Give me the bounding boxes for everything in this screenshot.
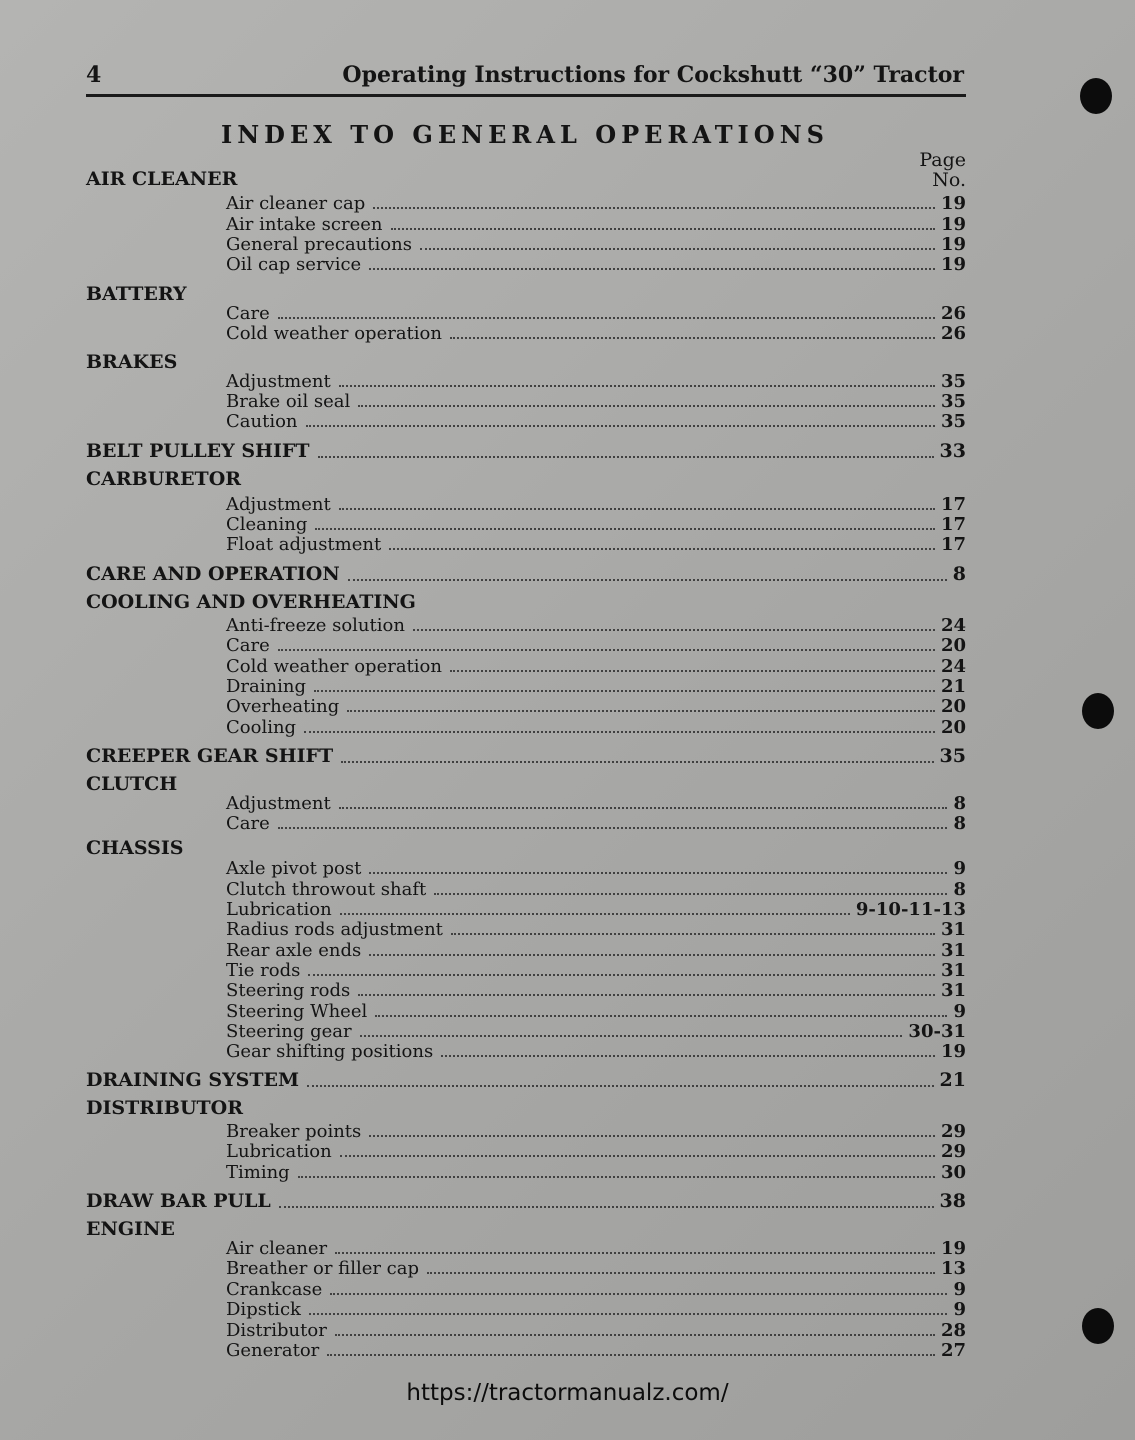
index-section-heading	[86, 1189, 966, 1213]
dot-leader	[304, 730, 935, 733]
entry-page-number: 19	[940, 254, 966, 275]
index-section-heading	[86, 439, 966, 463]
entry-page-number: 21	[940, 676, 966, 697]
index-entry	[226, 1320, 966, 1341]
entry-label: Anti-freeze solution	[226, 615, 405, 636]
entry-page-number: 26	[940, 303, 966, 324]
index-entry	[226, 303, 966, 324]
dot-leader	[420, 247, 935, 250]
entry-page-number: 17	[940, 514, 966, 535]
dot-leader	[278, 648, 935, 651]
entry-label: Gear shifting positions	[226, 1041, 434, 1062]
entry-page-number: 9	[953, 858, 966, 879]
entry-page-number: 24	[940, 656, 966, 677]
entry-label: Adjustment	[226, 494, 331, 515]
dot-leader	[375, 1014, 947, 1017]
index-entry	[226, 1162, 966, 1183]
entry-label: General precautions	[226, 234, 412, 255]
binder-hole	[1082, 1308, 1114, 1344]
entry-page-number: 8	[953, 813, 966, 834]
entry-page-number: 35	[940, 411, 966, 432]
entry-label: Care	[226, 303, 270, 324]
index-section-heading	[86, 1068, 966, 1092]
entry-page-number: 27	[940, 1340, 966, 1361]
binder-hole	[1080, 78, 1112, 114]
dot-leader	[315, 527, 935, 530]
page-col-line-1: Page	[919, 149, 966, 171]
entry-page-number: 9	[953, 1299, 966, 1320]
dot-leader	[369, 953, 935, 956]
entry-page-number: 8	[953, 793, 966, 814]
entry-page-number: 13	[940, 1258, 966, 1279]
index-entry	[226, 1021, 966, 1042]
dot-leader	[340, 1154, 935, 1157]
dot-leader	[306, 424, 935, 427]
entry-label: Axle pivot post	[226, 858, 362, 879]
entry-page-number: 9	[953, 1001, 966, 1022]
entry-page-number: 24	[940, 615, 966, 636]
dot-leader	[391, 227, 935, 230]
entry-label: Clutch throwout shaft	[226, 879, 427, 900]
entry-label: Cold weather operation	[226, 323, 442, 344]
entry-label: Adjustment	[226, 793, 331, 814]
dot-leader	[360, 1034, 903, 1037]
dot-leader	[450, 669, 935, 672]
entry-page-number: 35	[940, 391, 966, 412]
dot-leader	[330, 1292, 947, 1295]
entry-label: Tie rods	[226, 960, 301, 981]
index-entry	[226, 494, 966, 515]
index-entry	[226, 813, 966, 834]
entry-label: Lubrication	[226, 1141, 332, 1162]
dot-leader	[335, 1333, 935, 1336]
entry-label: Cooling	[226, 717, 297, 738]
index-entry	[226, 940, 966, 961]
page-number: 4	[86, 62, 102, 88]
dot-leader	[314, 689, 935, 692]
index-entry	[226, 234, 966, 255]
entry-label: Draining	[226, 676, 306, 697]
dot-leader	[441, 1054, 935, 1057]
running-header	[86, 62, 966, 97]
entry-label: Rear axle ends	[226, 940, 362, 961]
entry-label: Care	[226, 635, 270, 656]
entry-label: CARBURETOR	[86, 468, 242, 490]
dot-leader	[318, 455, 934, 458]
entry-page-number: 33	[939, 440, 966, 462]
index-entry	[226, 793, 966, 814]
page-col-line-2: No.	[932, 169, 966, 191]
index-entry	[226, 254, 966, 275]
entry-label: CLUTCH	[86, 773, 178, 795]
entry-label: Caution	[226, 411, 298, 432]
index-entry	[226, 1258, 966, 1279]
entry-page-number: 8	[952, 563, 966, 585]
dot-leader	[451, 932, 935, 935]
dot-leader	[335, 1251, 935, 1254]
index-entry	[226, 1121, 966, 1142]
entry-label: Breaker points	[226, 1121, 362, 1142]
entry-label: Distributor	[226, 1320, 327, 1341]
entry-label: Generator	[226, 1340, 320, 1361]
entry-page-number: 30-31	[908, 1021, 966, 1042]
entry-label: AIR CLEANER	[86, 168, 238, 190]
entry-page-number: 20	[940, 635, 966, 656]
entry-label: Oil cap service	[226, 254, 362, 275]
entry-page-number: 17	[940, 534, 966, 555]
entry-label: ENGINE	[86, 1218, 175, 1240]
running-title: Operating Instructions for Cockshutt “30” Tractor	[342, 62, 964, 88]
index-entry	[226, 1141, 966, 1162]
dot-leader	[341, 760, 933, 763]
entry-page-number: 31	[940, 940, 966, 961]
index-entry	[226, 899, 966, 920]
dot-leader	[327, 1353, 935, 1356]
index-entry	[226, 1299, 966, 1320]
entry-label: BRAKES	[86, 351, 178, 373]
entry-label: Breather or filler cap	[226, 1258, 420, 1279]
index-section-heading	[86, 744, 966, 768]
index-entry	[226, 919, 966, 940]
dot-leader	[278, 826, 948, 829]
dot-leader	[347, 709, 935, 712]
entry-page-number: 20	[940, 696, 966, 717]
entry-label: Timing	[226, 1162, 290, 1183]
index-section-heading	[86, 562, 966, 586]
entry-label: DISTRIBUTOR	[86, 1097, 244, 1119]
index-entry	[226, 615, 966, 636]
dot-leader	[358, 404, 935, 407]
dot-leader	[339, 384, 935, 387]
dot-leader	[373, 206, 935, 209]
entry-label: CARE AND OPERATION	[86, 563, 340, 585]
entry-label: Dipstick	[226, 1299, 301, 1320]
entry-page-number: 17	[940, 494, 966, 515]
index-entry	[226, 696, 966, 717]
index-section-heading	[86, 467, 966, 491]
dot-leader	[339, 507, 935, 510]
entry-label: Overheating	[226, 696, 340, 717]
watermark-url: https://tractormanualz.com/	[406, 1380, 729, 1406]
index-section-heading	[86, 590, 966, 614]
entry-page-number: 19	[940, 1238, 966, 1259]
entry-label: Air cleaner	[226, 1238, 328, 1259]
entry-page-number: 8	[953, 879, 966, 900]
entry-label: Adjustment	[226, 371, 331, 392]
index-entry	[226, 534, 966, 555]
entry-page-number: 19	[940, 214, 966, 235]
entry-label: CHASSIS	[86, 837, 184, 859]
index-entry	[226, 960, 966, 981]
index-entry	[226, 858, 966, 879]
index-entry	[226, 1279, 966, 1300]
dot-leader	[427, 1271, 935, 1274]
entry-label: DRAINING SYSTEM	[86, 1069, 300, 1091]
dot-leader	[389, 547, 935, 550]
entry-page-number: 9-10-11-13	[855, 899, 966, 920]
index-entry	[226, 391, 966, 412]
entry-page-number: 29	[940, 1141, 966, 1162]
index-entry	[226, 1001, 966, 1022]
index-entry	[226, 1340, 966, 1361]
dot-leader	[278, 316, 935, 319]
entry-page-number: 19	[940, 193, 966, 214]
entry-page-number: 29	[940, 1121, 966, 1142]
entry-page-number: 19	[940, 1041, 966, 1062]
dot-leader	[307, 1084, 934, 1087]
index-entry	[226, 656, 966, 677]
entry-page-number: 20	[940, 717, 966, 738]
index-entry	[226, 879, 966, 900]
entry-page-number: 26	[940, 323, 966, 344]
entry-label: Brake oil seal	[226, 391, 351, 412]
index-entry	[226, 323, 966, 344]
index-entry	[226, 214, 966, 235]
dot-leader	[298, 1175, 935, 1178]
entry-label: COOLING AND OVERHEATING	[86, 591, 416, 613]
dot-leader	[339, 806, 948, 809]
entry-page-number: 30	[940, 1162, 966, 1183]
index-section-heading	[86, 167, 966, 191]
entry-label: BATTERY	[86, 283, 187, 305]
index-entry	[226, 676, 966, 697]
entry-label: Lubrication	[226, 899, 332, 920]
index-entry	[226, 411, 966, 432]
dot-leader	[369, 1134, 935, 1137]
entry-label: Steering Wheel	[226, 1001, 368, 1022]
entry-label: Radius rods adjustment	[226, 919, 443, 940]
index-entry	[226, 371, 966, 392]
index-entry	[226, 717, 966, 738]
entry-page-number: 19	[940, 234, 966, 255]
dot-leader	[279, 1205, 934, 1208]
entry-label: DRAW BAR PULL	[86, 1190, 271, 1212]
dot-leader	[348, 578, 947, 581]
entry-label: Cold weather operation	[226, 656, 442, 677]
index-entry	[226, 1238, 966, 1259]
entry-label: Float adjustment	[226, 534, 382, 555]
entry-label: Air cleaner cap	[226, 193, 366, 214]
entry-label: Cleaning	[226, 514, 308, 535]
dot-leader	[450, 336, 935, 339]
entry-page-number: 21	[939, 1069, 966, 1091]
entry-label: CREEPER GEAR SHIFT	[86, 745, 334, 767]
entry-label: Steering rods	[226, 980, 351, 1001]
dot-leader	[358, 993, 935, 996]
dot-leader	[340, 912, 850, 915]
index-entry	[226, 635, 966, 656]
entry-label: Crankcase	[226, 1279, 323, 1300]
entry-page-number: 9	[953, 1279, 966, 1300]
dot-leader	[369, 871, 947, 874]
index-entry	[226, 1041, 966, 1062]
entry-page-number: 31	[940, 919, 966, 940]
binder-hole	[1082, 693, 1114, 729]
entry-page-number: 38	[939, 1190, 966, 1212]
index-entry	[226, 980, 966, 1001]
dot-leader	[308, 973, 935, 976]
index-section-heading	[86, 1096, 966, 1120]
entry-page-number: 28	[940, 1320, 966, 1341]
entry-label: Care	[226, 813, 270, 834]
entry-label: BELT PULLEY SHIFT	[86, 440, 310, 462]
dot-leader	[413, 628, 935, 631]
entry-page-number: 35	[940, 371, 966, 392]
dot-leader	[369, 267, 935, 270]
index-entry	[226, 193, 966, 214]
entry-page-number: 35	[939, 745, 966, 767]
dot-leader	[309, 1312, 948, 1315]
index-section-heading	[86, 836, 966, 860]
entry-page-number: 31	[940, 980, 966, 1001]
index-entry	[226, 514, 966, 535]
entry-page-number: 31	[940, 960, 966, 981]
entry-label: Steering gear	[226, 1021, 352, 1042]
entry-label: Air intake screen	[226, 214, 383, 235]
index-title: INDEX TO GENERAL OPERATIONS	[221, 120, 829, 149]
dot-leader	[434, 892, 947, 895]
